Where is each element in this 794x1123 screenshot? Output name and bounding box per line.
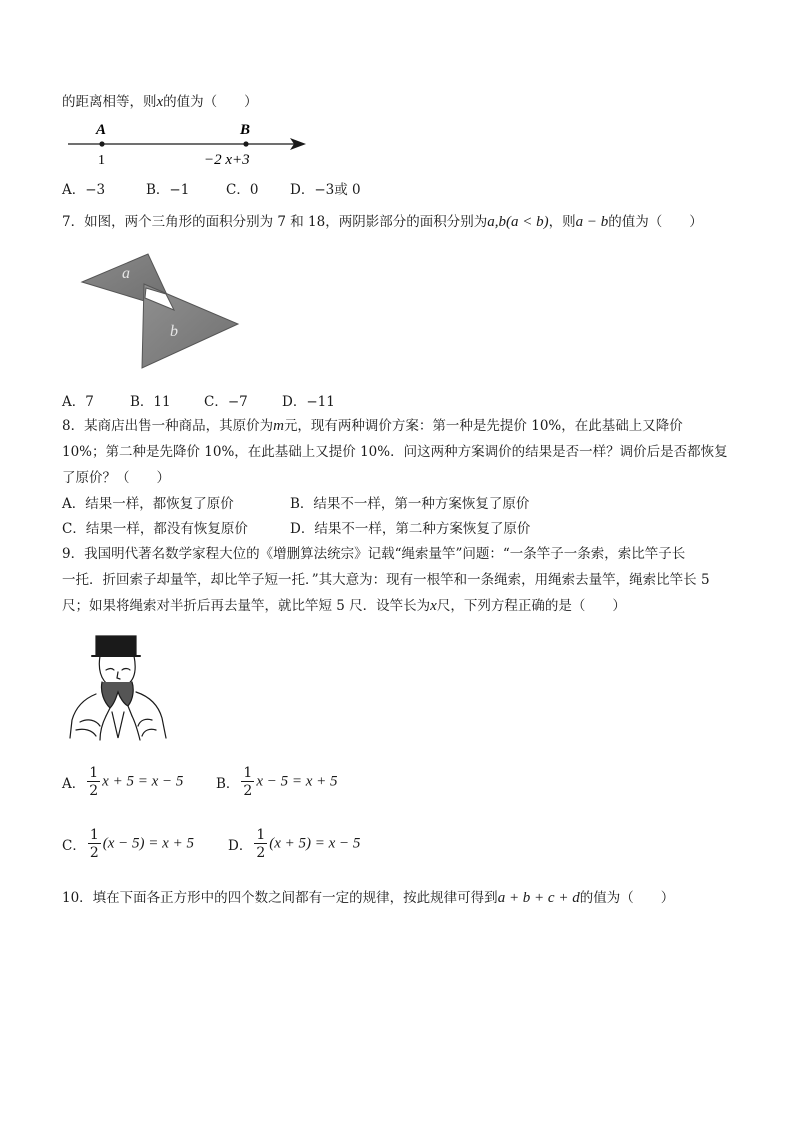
fraction-numerator: 1 (89, 827, 99, 843)
q9-option-a-fraction (87, 766, 100, 798)
point-a-dot (99, 141, 104, 146)
q7-option-b[interactable]: B．11 (130, 394, 171, 410)
q8-option-c[interactable]: C．结果一样，都没有恢复原价 (62, 521, 248, 537)
q8-option-a[interactable]: A．结果一样，都恢复了原价 (62, 496, 234, 512)
triangles-figure (78, 248, 248, 373)
point-a-label: A (96, 122, 107, 138)
q9-option-b[interactable] (216, 766, 338, 798)
q9-option-c[interactable] (62, 828, 194, 860)
q10-stem-math: a + b + c + d (497, 890, 580, 906)
q9-option-d-fraction (254, 828, 267, 860)
q8-line-1 (62, 414, 683, 435)
fraction-denominator: 2 (243, 783, 253, 799)
q6-stem-end: 的值为（ ） (163, 94, 258, 110)
q9-line-3-end: 尺，下列方程正确的是（ ） (436, 598, 626, 614)
q9-var: x (430, 598, 437, 614)
fraction-numerator: 1 (256, 827, 266, 843)
point-a-value: 1 (98, 153, 105, 168)
q7-stem-math: a,b(a < b) (487, 214, 549, 230)
q6-option-c[interactable]: C．0 (226, 182, 259, 198)
q9-option-d-expr: (x + 5) = x − 5 (269, 835, 361, 852)
q9-option-c-label: C． (62, 838, 86, 854)
q8-line-2: 10%；第二种是先降价 10%，在此基础上又提价 10%．问这两种方案调价的结果是否一样？调价后是否都恢复 (62, 444, 728, 460)
q9-option-d[interactable] (228, 828, 360, 860)
point-b-dot (243, 141, 248, 146)
q9-line-3 (62, 594, 626, 615)
q9-line-2: 一托．折回索子却量竿，却比竿子短一托．”其大意为：现有一根竿和一条绳索，用绳索去量竿，绳索比竿长 5 (62, 572, 710, 588)
q7-stem (62, 210, 703, 231)
number-line-figure (62, 116, 312, 172)
q6-stem (62, 90, 258, 111)
q8-line-3: 了原价？（ ） (62, 470, 170, 486)
q10-stem-end: 的值为（ ） (579, 890, 675, 906)
q10-stem-pre: 10．填在下面各正方形中的四个数之间都有一定的规律，按此规律可得到 (62, 890, 498, 906)
fraction-denominator: 2 (89, 845, 99, 861)
q6-stem-text: 的距离相等，则 (62, 94, 157, 110)
point-b-label: B (240, 122, 251, 138)
q7-stem-end: 的值为（ ） (608, 214, 703, 230)
q8-option-b[interactable]: B．结果不一样，第一种方案恢复了原价 (290, 496, 530, 512)
shaded-b-label: b (170, 323, 178, 340)
q7-stem-mid: ，则 (548, 214, 576, 230)
q8-line-1-end: 元，现有两种调价方案：第一种是先提价 10%，在此基础上又降价 (283, 418, 683, 434)
q6-option-b[interactable]: B．−1 (146, 182, 190, 198)
fraction-numerator: 1 (89, 765, 99, 781)
fraction-numerator: 1 (243, 765, 253, 781)
q10-stem (62, 886, 674, 907)
q7-option-a[interactable]: A．7 (62, 394, 94, 410)
q7-stem-math2: a − b (575, 214, 609, 230)
q8-line-1-text: 8．某商店出售一种商品，其原价为 (62, 418, 274, 434)
q9-option-d-label: D． (228, 838, 253, 854)
q9-option-a[interactable] (62, 766, 183, 798)
q9-option-b-label: B． (216, 776, 240, 792)
q6-option-d[interactable]: D．−3或 0 (290, 182, 361, 198)
q9-option-b-expr: x − 5 = x + 5 (256, 773, 338, 790)
point-b-value: −2 x+3 (204, 152, 250, 168)
q8-var: m (273, 418, 284, 434)
q7-option-c[interactable]: C．−7 (204, 394, 248, 410)
q8-option-d[interactable]: D．结果不一样，第二种方案恢复了原价 (290, 521, 531, 537)
q9-option-a-expr: x + 5 = x − 5 (102, 773, 184, 790)
q7-option-d[interactable]: D．−11 (282, 394, 335, 410)
q9-option-c-expr: (x − 5) = x + 5 (102, 835, 194, 852)
q9-option-a-label: A． (62, 776, 86, 792)
q6-option-a[interactable]: A．−3 (62, 182, 106, 198)
shaded-a-label: a (122, 265, 130, 282)
q9-option-b-fraction (241, 766, 254, 798)
q9-line-1: 9．我国明代著名数学家程大位的《增删算法统宗》记载“绳索量竿”问题：“一条竿子一条索，索比竿子长 (62, 546, 686, 562)
q9-line-3-pre: 尺；如果将绳索对半折后再去量竿，就比竿短 5 尺．设竿长为 (62, 598, 431, 614)
q9-option-c-fraction (88, 828, 101, 860)
scholar-portrait-image (66, 626, 170, 742)
fraction-denominator: 2 (256, 845, 266, 861)
q6-var: x (156, 94, 164, 110)
fraction-denominator: 2 (89, 783, 99, 799)
q7-stem-pre: 7．如图，两个三角形的面积分别为 7 和 18，两阴影部分的面积分别为 (62, 214, 488, 230)
